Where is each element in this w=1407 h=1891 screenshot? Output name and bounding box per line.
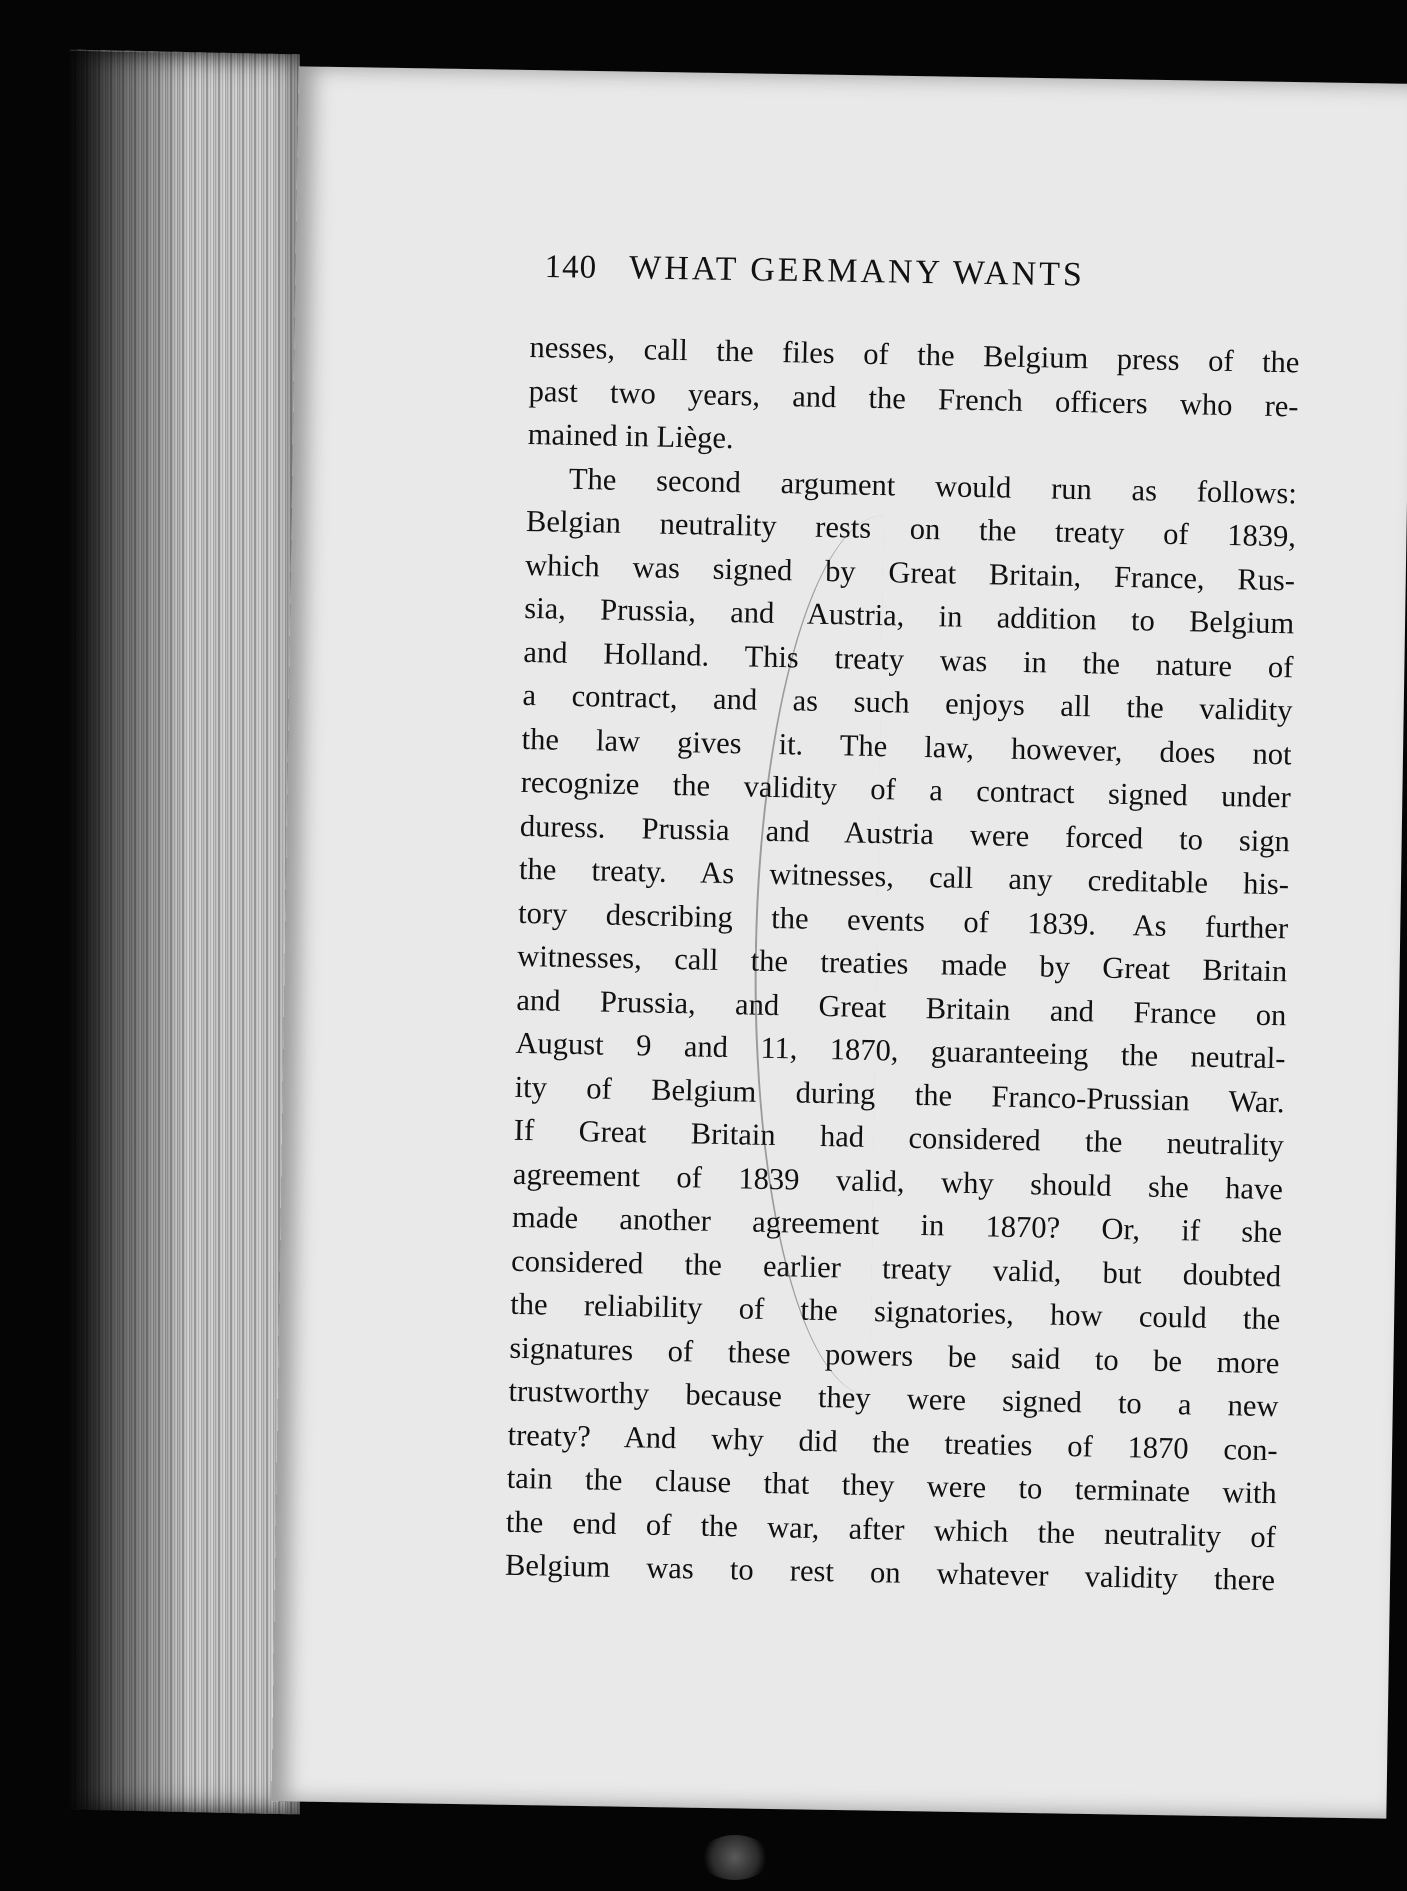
text-line: If Great Britain had considered the neutrality <box>513 1112 1285 1163</box>
text-line: and Holland. This treaty was in the nature of <box>523 634 1294 684</box>
text-line: the law gives it. The law, however, does not <box>521 721 1292 771</box>
text-line: trustworthy because they were signed to a new <box>508 1373 1279 1424</box>
running-title: WHAT GERMANY WANTS <box>628 249 1086 294</box>
text-line: and Prussia, and Great Britain and France on <box>516 982 1287 1032</box>
text-line: ity of Belgium during the Franco-Prussian War. <box>514 1069 1285 1119</box>
text-line: the reliability of the signatories, how could the <box>510 1286 1281 1337</box>
book-edge-shadow <box>70 51 190 1814</box>
text-line: a contract, and as such enjoys all the validity <box>522 677 1293 728</box>
text-line: considered the earlier treaty valid, but doubted <box>510 1243 1282 1293</box>
text-line: treaty? And why did the treaties of 1870 con- <box>507 1417 1278 1467</box>
text-line: witnesses, call the treaties made by Great Britain <box>517 938 1288 989</box>
text-line: the treaty. As witnesses, call any creditable his- <box>518 851 1290 902</box>
text-line: tain the clause that they were to terminate with <box>506 1460 1278 1511</box>
text-line: agreement of 1839 valid, why should she have <box>512 1156 1284 1206</box>
text-line: August 9 and 11, 1870, guaranteeing the neutral- <box>515 1025 1286 1076</box>
text-line: sia, Prussia, and Austria, in addition to Belgium <box>523 590 1295 641</box>
text-line: duress. Prussia and Austria were forced to sign <box>519 808 1291 858</box>
text-line: past two years, and the French officers who re- <box>528 373 1299 423</box>
text-line: the end of the war, after which the neutrality of <box>505 1504 1277 1554</box>
text-line: recognize the validity of a contract signed under <box>520 764 1292 815</box>
text-line: which was signed by Great Britain, France, Rus- <box>524 547 1296 597</box>
page-number: 140 <box>544 248 598 286</box>
text-line: nesses, call the files of the Belgium press of the <box>529 329 1300 380</box>
text-line: The second argument would run as follows: <box>568 461 1298 510</box>
scan-smudge <box>700 1835 770 1880</box>
body-text <box>505 326 1300 1603</box>
text-line: signatures of these powers be said to be more <box>509 1330 1280 1380</box>
text-line: Belgian neutrality rests on the treaty of 1839, <box>525 503 1297 554</box>
text-line: Belgium was to rest on whatever validity there <box>504 1547 1276 1598</box>
text-line: mained in Liège. <box>527 416 734 456</box>
text-line: tory describing the events of 1839. As further <box>517 895 1289 945</box>
text-line: made another agreement in 1870? Or, if she <box>511 1199 1283 1250</box>
